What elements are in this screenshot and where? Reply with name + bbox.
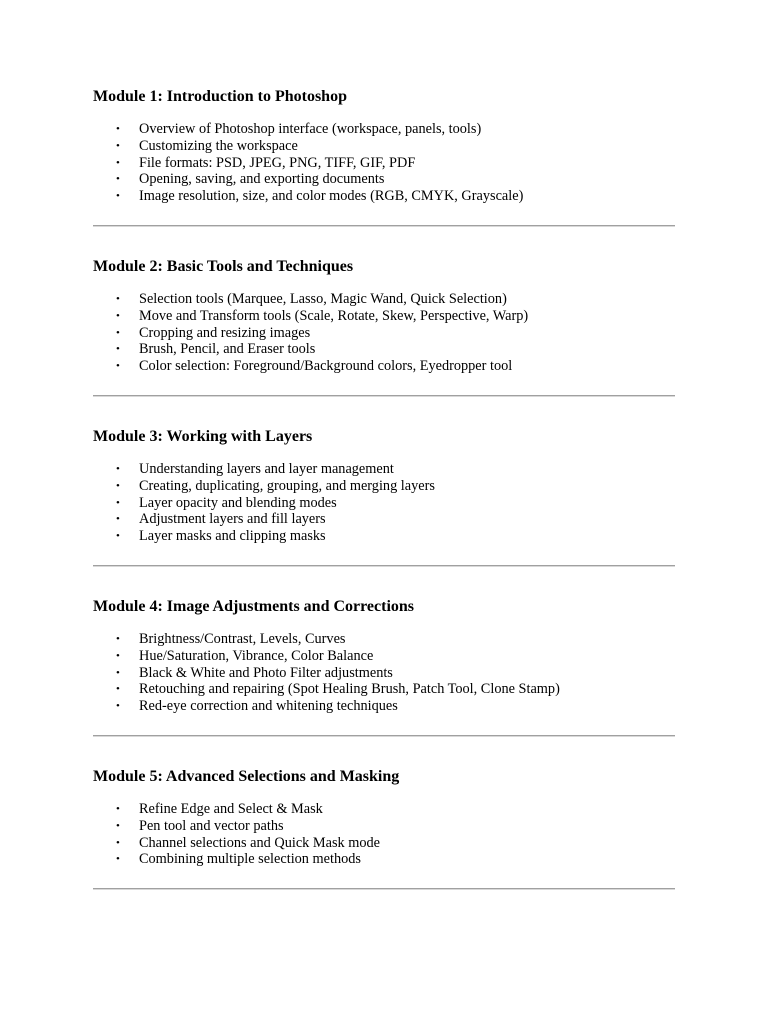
bullet-icon: • <box>116 513 120 526</box>
list-item <box>93 171 675 188</box>
list-item <box>93 648 675 665</box>
list-item-text: Overview of Photoshop interface (workspace, panels, tools) <box>139 121 482 137</box>
bullet-icon: • <box>116 683 120 696</box>
list-item-text: Refine Edge and Select & Mask <box>139 801 323 817</box>
list-item <box>93 325 675 342</box>
list-item <box>93 291 675 308</box>
module-5-section <box>93 767 675 868</box>
list-item <box>93 308 675 325</box>
list-item-text: Image resolution, size, and color modes (RGB, CMYK, Grayscale) <box>139 188 524 205</box>
bullet-icon: • <box>116 633 120 645</box>
list-item <box>93 835 675 852</box>
module-5-list <box>93 801 675 868</box>
list-item <box>93 138 675 155</box>
list-item <box>93 358 675 375</box>
section-divider <box>93 395 675 397</box>
bullet-icon: • <box>116 803 120 815</box>
list-item-text: Pen tool and vector paths <box>139 817 284 834</box>
bullet-icon: • <box>116 700 120 713</box>
list-item <box>93 681 675 698</box>
bullet-icon: • <box>116 326 120 339</box>
list-item-text: Selection tools (Marquee, Lasso, Magic Wand, Quick Selection) <box>139 291 507 307</box>
bullet-icon: • <box>116 173 120 186</box>
bullet-icon: • <box>116 139 120 152</box>
bullet-icon: • <box>116 836 120 849</box>
bullet-icon: • <box>116 649 120 662</box>
module-2-list <box>93 291 675 375</box>
bullet-icon: • <box>116 190 120 203</box>
list-item <box>93 155 675 172</box>
module-2-title: Module 2: Basic Tools and Techniques <box>93 258 354 275</box>
list-item-text: Red-eye correction and whitening techniques <box>139 698 398 715</box>
list-item-text: Opening, saving, and exporting documents <box>139 171 385 188</box>
module-3-list <box>93 461 675 545</box>
module-1-list <box>93 121 675 205</box>
list-item-text: Retouching and repairing (Spot Healing Brush, Patch Tool, Clone Stamp) <box>139 681 560 698</box>
module-1-title: Module 1: Introduction to Photoshop <box>93 88 347 105</box>
list-item-text: Layer opacity and blending modes <box>139 494 337 511</box>
section-divider <box>93 225 675 227</box>
bullet-icon: • <box>116 123 120 135</box>
list-item-text: Channel selections and Quick Mask mode <box>139 834 381 851</box>
module-5-title: Module 5: Advanced Selections and Masking <box>93 768 400 785</box>
list-item <box>93 461 675 478</box>
bullet-icon: • <box>116 853 120 866</box>
section-divider <box>93 735 675 737</box>
section-divider <box>93 565 675 567</box>
bullet-icon: • <box>116 666 120 679</box>
list-item-text: Layer masks and clipping masks <box>139 528 326 545</box>
list-item <box>93 818 675 835</box>
list-item <box>93 511 675 528</box>
list-item-text: Brush, Pencil, and Eraser tools <box>139 341 316 358</box>
list-item-text: Understanding layers and layer management <box>139 461 394 477</box>
module-4-title: Module 4: Image Adjustments and Corrections <box>93 598 415 615</box>
list-item <box>93 851 675 868</box>
module-3-title: Module 3: Working with Layers <box>93 428 313 445</box>
module-4-list <box>93 631 675 715</box>
bullet-icon: • <box>116 360 120 373</box>
section-divider <box>93 888 675 890</box>
bullet-icon: • <box>116 156 120 169</box>
list-item <box>93 665 675 682</box>
list-item <box>93 341 675 358</box>
bullet-icon: • <box>116 293 120 305</box>
list-item-text: Combining multiple selection methods <box>139 851 361 868</box>
list-item <box>93 528 675 545</box>
bullet-icon: • <box>116 496 120 509</box>
bullet-icon: • <box>116 530 120 543</box>
list-item <box>93 698 675 715</box>
list-item-text: Brightness/Contrast, Levels, Curves <box>139 631 346 647</box>
bullet-icon: • <box>116 309 120 322</box>
list-item <box>93 495 675 512</box>
list-item-text: Creating, duplicating, grouping, and merging layers <box>139 477 435 494</box>
list-item-text: Hue/Saturation, Vibrance, Color Balance <box>139 647 374 664</box>
list-item <box>93 801 675 818</box>
list-item <box>93 631 675 648</box>
module-1-section <box>93 87 675 205</box>
list-item <box>93 121 675 138</box>
list-item-text: File formats: PSD, JPEG, PNG, TIFF, GIF, PDF <box>139 154 416 171</box>
bullet-icon: • <box>116 463 120 475</box>
bullet-icon: • <box>116 343 120 356</box>
list-item-text: Black & White and Photo Filter adjustments <box>139 664 393 681</box>
list-item-text: Color selection: Foreground/Background colors, Eyedropper tool <box>139 358 513 375</box>
list-item-text: Customizing the workspace <box>139 137 298 154</box>
list-item <box>93 478 675 495</box>
list-item-text: Adjustment layers and fill layers <box>139 511 326 528</box>
list-item <box>93 188 675 205</box>
module-4-section <box>93 597 675 715</box>
bullet-icon: • <box>116 819 120 832</box>
list-item-text: Cropping and resizing images <box>139 324 311 341</box>
bullet-icon: • <box>116 479 120 492</box>
list-item-text: Move and Transform tools (Scale, Rotate, Skew, Perspective, Warp) <box>139 307 529 324</box>
module-2-section <box>93 257 675 375</box>
module-3-section <box>93 427 675 545</box>
